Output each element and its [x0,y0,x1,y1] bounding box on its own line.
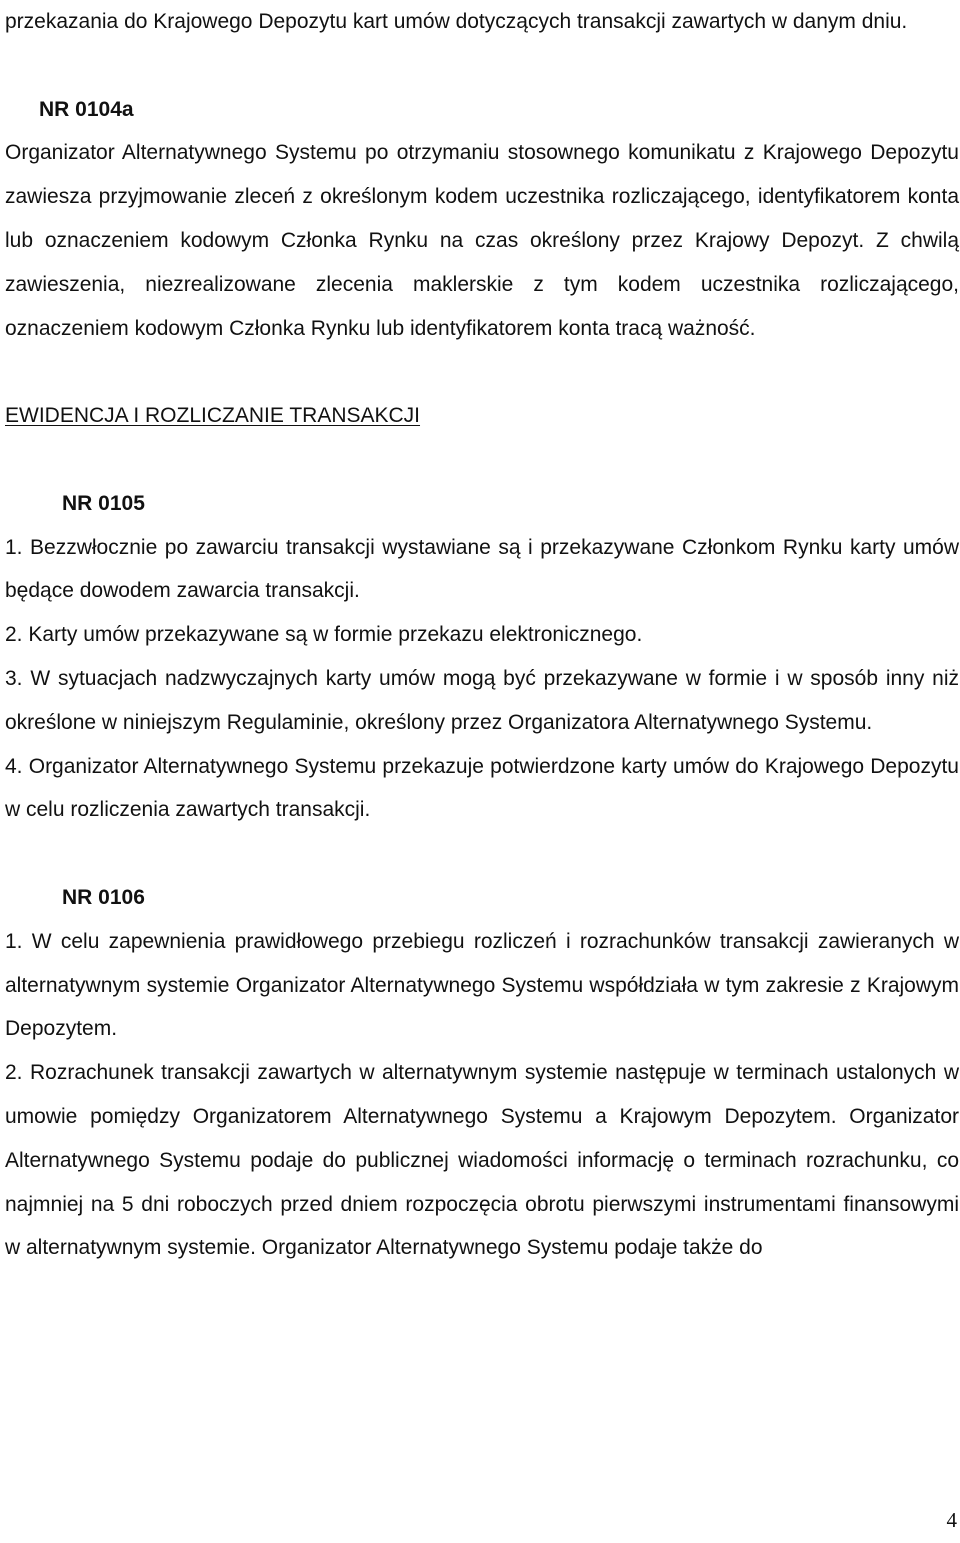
document-page [5,0,959,1270]
nr0106-item-1: 1. W celu zapewnienia prawidłowego przebiegu rozliczeń i rozrachunków transakcji zawieranych w alternatywnym systemie Organizator Alternatywnego Systemu współdziała w tym zakresie z Krajowym Depozytem. [5,929,959,1041]
page-number: 4 [946,1508,957,1532]
nr0106-heading: NR 0106 [62,885,145,909]
nr0104a-paragraph: Organizator Alternatywnego Systemu po otrzymaniu stosownego komunikatu z Krajowego Depozytu zawiesza przyjmowanie zleceń z określonym kodem uczestnika rozliczającego, identyfikatorem konta lub oznaczeniem kodowym Członka Rynku na czas określony przez Krajowy Depozyt. Z chwilą zawieszenia, niezrealizowane zlecenia maklerskie z tym kodem uczestnika rozliczającego, oznaczeniem kodowym Członka Rynku lub identyfikatorem konta tracą ważność. [5,141,959,340]
spacer [5,350,959,394]
nr0105-item-4: 4. Organizator Alternatywnego Systemu przekazuje potwierdzone karty umów do Krajowego Depozytu w celu rozliczenia zawartych transakcji. [5,754,959,822]
section-title: EWIDENCJA I ROZLICZANIE TRANSAKCJI [5,404,421,428]
spacer [5,44,959,88]
nr0106-item-2: 2. Rozrachunek transakcji zawartych w alternatywnym systemie następuje w terminach ustalonych w umowie pomiędzy Organizatorem Alternatywnego Systemu a Krajowym Depozytem. Organizator Alternatywnego Systemu podaje do publicznej wiadomości informację o terminach rozrachunku, co najmniej na 5 dni roboczych przed dniem rozpoczęcia obrotu pierwszymi instrumentami finansowymi w alternatywnym systemie. Organizator Alternatywnego Systemu podaje także do [5,1061,959,1260]
nr0105-item-1: 1. Bezzwłocznie po zawarciu transakcji wystawiane są i przekazywane Członkom Rynku karty umów będące dowodem zawarcia transakcji. [5,535,959,603]
spacer [5,438,959,482]
intro-paragraph: przekazania do Krajowego Depozytu kart umów dotyczących transakcji zawartych w danym dniu. [5,10,908,33]
nr0104a-heading: NR 0104a [39,97,134,121]
nr0105-item-3: 3. W sytuacjach nadzwyczajnych karty umów mogą być przekazywane w formie i w sposób inny niż określone w niniejszym Regulaminie, określony przez Organizatora Alternatywnego Systemu. [5,666,959,734]
spacer [5,832,959,876]
nr0105-heading: NR 0105 [62,491,145,515]
nr0105-item-2: 2. Karty umów przekazywane są w formie przekazu elektronicznego. [5,623,643,647]
